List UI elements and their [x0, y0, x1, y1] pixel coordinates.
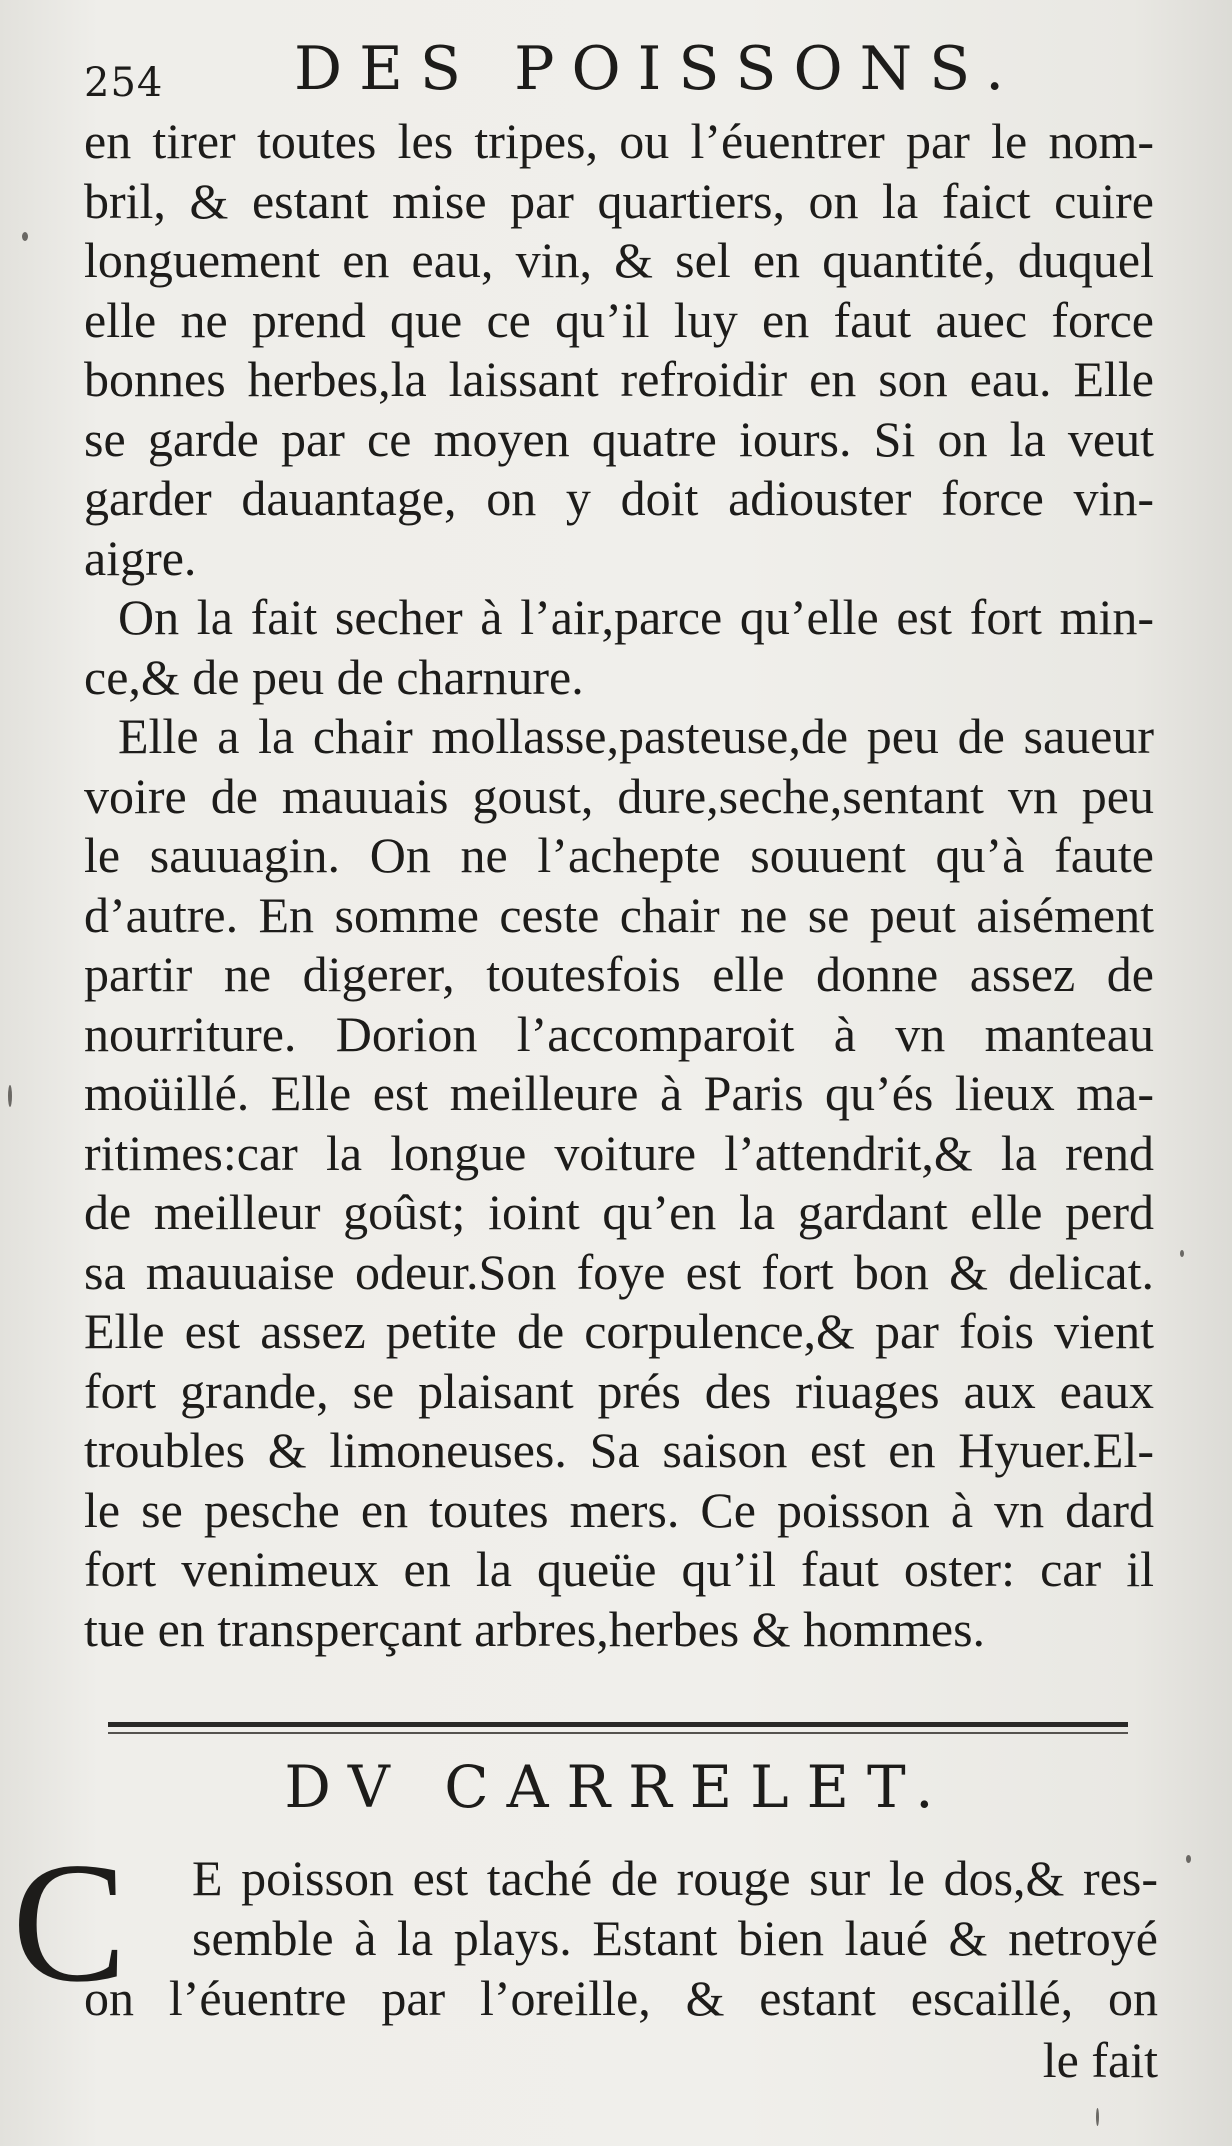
text-line: voire de mauuais goust, dure,seche,sentant vn peu	[84, 767, 1154, 824]
text-line: de meilleur goûst; ioint qu’en la gardant elle perd	[84, 1184, 1154, 1240]
section-line: on l’éuentre par l’oreille, & estant escaillé, on	[84, 1970, 1158, 2026]
text-line: se garde par ce moyen quatre iours. Si on la veut	[84, 410, 1154, 467]
running-title: DES POISSONS.	[294, 34, 1022, 104]
text-line: fort venimeux en la queüe qu’il faut oster: car il	[84, 1541, 1154, 1597]
text-line: le se pesche en toutes mers. Ce poisson à vn dard	[84, 1481, 1154, 1538]
text-line: aigre.	[84, 529, 197, 586]
text-line: fort grande, se plaisant prés des riuages aux eaux	[84, 1362, 1154, 1419]
section-line: E poisson est taché de rouge sur le dos,& res-	[192, 1850, 1158, 1906]
text-line: en tirer toutes les tripes, ou l’éuentrer par le nom-	[84, 113, 1154, 169]
text-line: bril, & estant mise par quartiers, on la faict cuire	[84, 172, 1154, 229]
text-line: moüillé. Elle est meilleure à Paris qu’és lieux ma-	[84, 1065, 1154, 1121]
section-title: DV CARRELET.	[284, 1753, 952, 1821]
text-line: tue en transperçant arbres,herbes & hommes.	[84, 1600, 986, 1657]
running-head	[80, 24, 1140, 114]
text-line: d’autre. En somme ceste chair ne se peut aisément	[84, 886, 1154, 943]
text-line: bonnes herbes,la laissant refroidir en son eau. Elle	[84, 351, 1154, 407]
text-line: Elle a la chair mollasse,pasteuse,de peu de saueur	[118, 708, 1154, 764]
text-line: longuement en eau, vin, & sel en quantité, duquel	[84, 232, 1154, 288]
text-line: sa mauuaise odeur.Son foye est fort bon & delicat.	[84, 1243, 1154, 1300]
page-number: 254	[84, 60, 164, 106]
section-rule	[108, 1722, 1128, 1727]
text-line: garder dauantage, on y doit adiouster force vin-	[84, 470, 1154, 526]
section-line: semble à la plays. Estant bien laué & netroyé	[192, 1910, 1158, 1966]
paper-speck	[1096, 2108, 1099, 2126]
text-line: ritimes:car la longue voiture l’attendrit,& la rend	[84, 1124, 1154, 1181]
text-line: elle ne prend que ce qu’il luy en faut auec force	[84, 291, 1154, 348]
section-rule-thin	[108, 1732, 1128, 1734]
catchword: le fait	[1042, 2032, 1158, 2088]
paper-speck	[22, 232, 28, 241]
paper-speck	[8, 1085, 12, 1107]
section-text	[84, 1848, 1158, 2028]
text-line: ce,& de peu de charnure.	[84, 648, 584, 705]
text-line: nourriture. Dorion l’accomparoit à vn manteau	[84, 1005, 1154, 1062]
text-line: partir ne digerer, toutesfois elle donne assez de	[84, 946, 1154, 1002]
paper-speck	[1186, 1855, 1191, 1863]
text-line: On la fait secher à l’air,parce qu’elle est fort min-	[118, 589, 1154, 645]
drop-cap: C	[12, 1828, 127, 2018]
text-line: Elle est assez petite de corpulence,& par fois vient	[84, 1303, 1154, 1359]
text-line: troubles & limoneuses. Sa saison est en Hyuer.El-	[84, 1422, 1154, 1478]
body-text	[84, 112, 1154, 1659]
paper-speck	[1180, 1250, 1184, 1257]
text-line: le sauuagin. On ne l’achepte souuent qu’à faute	[84, 827, 1154, 883]
